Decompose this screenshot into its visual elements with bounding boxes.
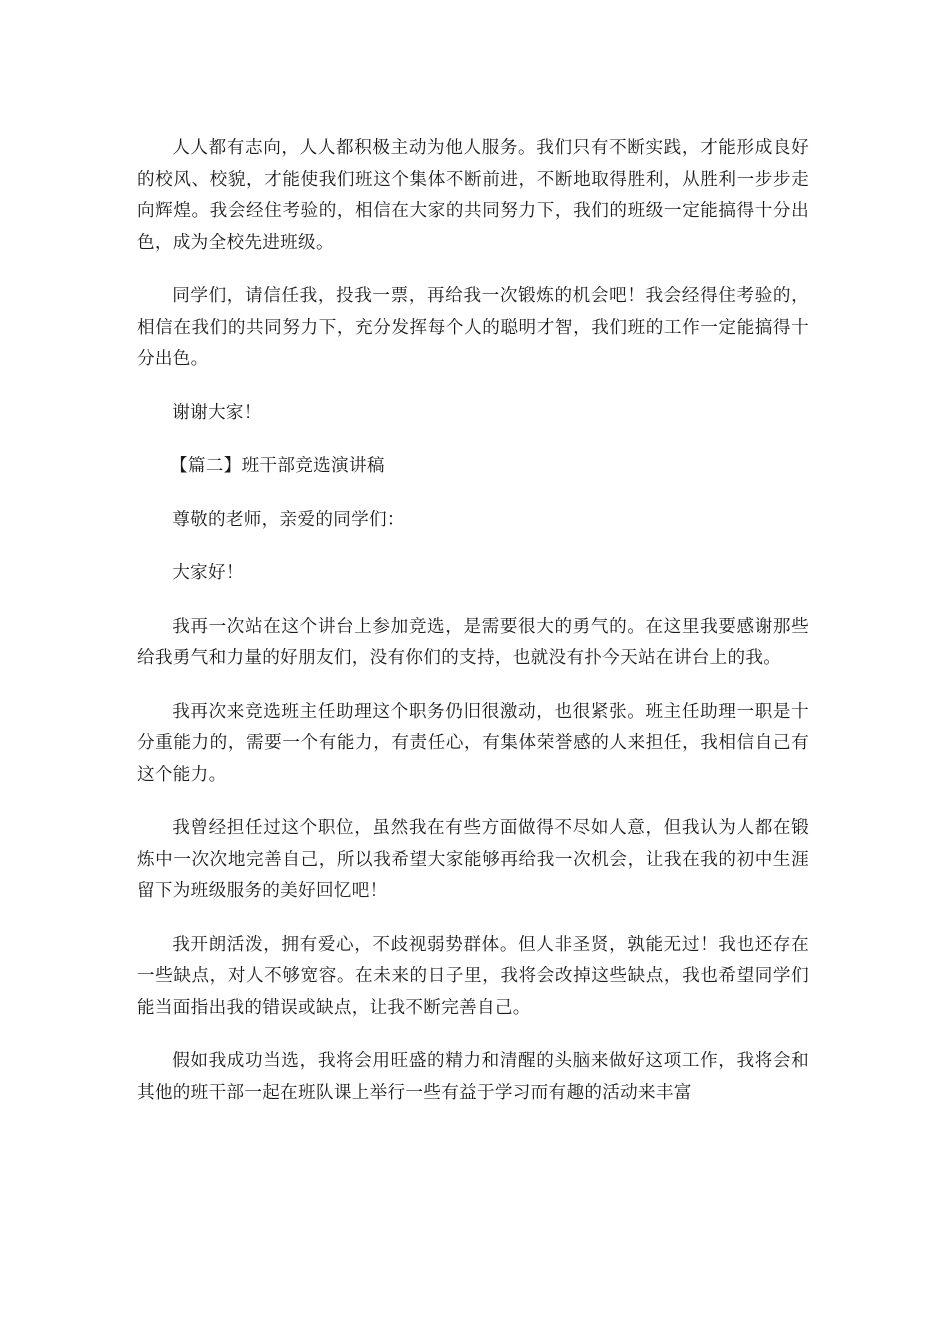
body-paragraph-4: 我开朗活泼，拥有爱心，不歧视弱势群体。但人非圣贤，孰能无过！我也还存在一些缺点，对人不够宽容。在未来的日子里，我将会改掉这些缺点，我也希望同学们能当面指出我的错误或缺点，让我不断完善自己。 (137, 934, 809, 1018)
paragraph-intro-2: 同学们，请信任我，投我一票，再给我一次锻炼的机会吧！我会经得住考验的，相信在我们的共同努力下，充分发挥每个人的聪明才智，我们班的工作一定能搞得十分出色。 (137, 286, 809, 369)
body-paragraph-5: 假如我成功当选，我将会用旺盛的精力和清醒的头脑来做好这项工作，我将会和其他的班干部一起在班队课上举行一些有益于学习而有趣的活动来丰富 (137, 1051, 809, 1103)
paragraph-intro-1: 人人都有志向，人人都积极主动为他人服务。我们只有不断实践，才能形成良好的校风、校貌，才能使我们班这个集体不断前进，不断地取得胜利，从胜利一步步走向辉煌。我会经住考验的，相信在大家的共同努力下，我们的班级一定能搞得十分出色，成为全校先进班级。 (137, 138, 809, 253)
section-title: 【篇二】班干部竞选演讲稿 (170, 456, 385, 476)
body-paragraph-2: 我再次来竞选班主任助理这个职务仍旧很激动，也很紧张。班主任助理一职是十分重能力的，需要一个有能力，有责任心，有集体荣誉感的人来担任，我相信自己有这个能力。 (137, 701, 809, 785)
document-body (137, 133, 809, 1131)
hello-line: 大家好！ (172, 563, 244, 583)
greeting-line: 尊敬的老师，亲爱的同学们： (172, 509, 405, 530)
body-paragraph-3: 我曾经担任过这个职位，虽然我在有些方面做得不尽如人意，但我认为人都在锻炼中一次次地完善自己，所以我希望大家能够再给我一次机会，让我在我的初中生涯留下为班级服务的美好回忆吧！ (137, 818, 809, 901)
paragraph-thanks: 谢谢大家！ (172, 402, 262, 423)
body-paragraph-1: 我再一次站在这个讲台上参加竞选，是需要很大的勇气的。在这里我要感谢那些给我勇气和力量的好朋友们，没有你们的支持，也就没有扑今天站在讲台上的我。 (137, 616, 809, 668)
